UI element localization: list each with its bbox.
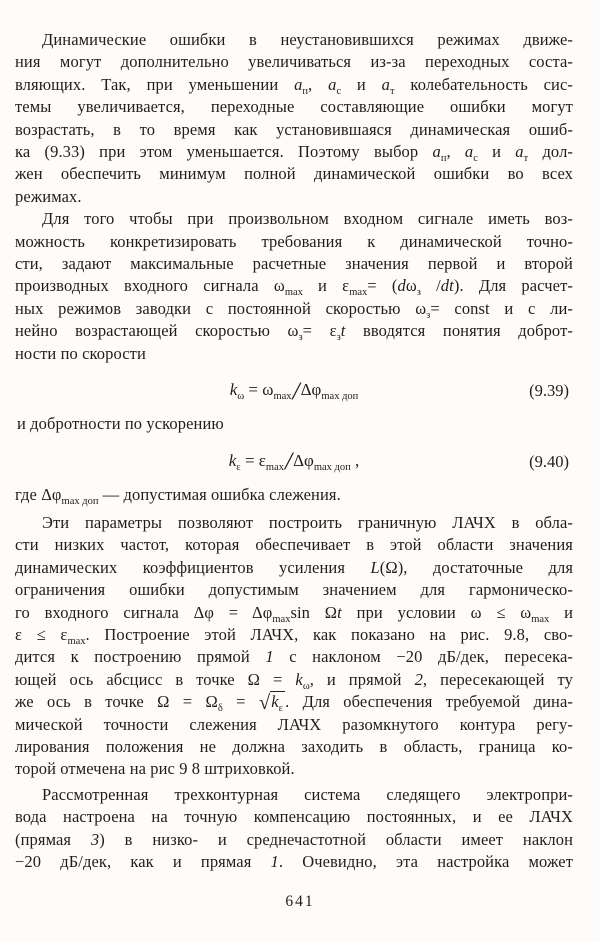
text-line: ка (9.33) при этом уменьшается. Поэтому выбор $a_п$, $a_с$ и $a_т$ дол- — [15, 142, 573, 165]
text-line: −20 дБ/дек, как и прямая 1. Очевидно, эта настройка может — [15, 852, 574, 871]
text-line: Динамические ошибки в неустановившихся режимах движе- — [42, 30, 573, 49]
text-line: Рассмотренная трехконтурная система следящего электропри- — [42, 784, 573, 804]
text-line: темы увеличивается, переходные составляющие ошибки могут — [15, 97, 573, 117]
para-where-definition — [15, 484, 573, 506]
para-input-signal — [15, 208, 573, 365]
text-line: вляющих. Так, при уменьшении $a_п$, $a_с$ и $a_т$ колебательность сис- — [15, 74, 573, 97]
text-line: лирования положения не должна заходить в область, граница ко- — [15, 736, 573, 756]
text-line: го входного сигнала $\Delta\varphi = \Delta\varphi_{max}\sin$ Ωt при условии $\omega \le \omega_{max}$ и — [15, 602, 574, 625]
text-line: сти, задают максимальные расчетные значения первой и второй — [15, 254, 573, 274]
text-line: Эти параметры позволяют построить граничную ЛАЧХ в обла- — [42, 512, 573, 532]
equation-9-39 — [15, 376, 573, 404]
text-line: ограничения ошибки допустимым значением для гармоническо- — [15, 580, 573, 600]
text-line: мической точности слежения ЛАЧХ разомкнутого контура регу- — [15, 714, 573, 734]
equation-9-39-number: (9.39) — [529, 381, 569, 401]
para-lachh-construction — [15, 512, 573, 781]
para-acceleration-quality — [17, 413, 573, 435]
equation-9-40-body: $k_\varepsilon = \varepsilon_{max}/\Delta\varphi_{max доп}$ , — [228, 446, 360, 476]
text-line: ности по скорости — [15, 343, 146, 363]
text-line: жен обеспечить минимум полной динамической ошибки во всех — [15, 164, 573, 184]
text-line: $\varepsilon \le \varepsilon_{max}$. Построение этой ЛАЧХ, как показано на рис. 9.8, сво- — [15, 624, 573, 647]
text-line: ния могут дополнительно увеличиваться из-за переходных соста- — [15, 52, 573, 72]
text-line: ющей ось абсцисс в точке $\Omega = k_\omega$, и прямой 2, пересекающей ту — [15, 669, 573, 692]
page-number: 641 — [285, 893, 315, 910]
equation-9-40-number: (9.40) — [529, 451, 569, 471]
para-dynamic-errors — [15, 29, 573, 208]
text-line: где $\Delta\varphi_{max доп}$ — допустимая ошибка слежения. — [15, 484, 341, 507]
equation-9-40 — [15, 447, 573, 475]
text-line: режимах. — [15, 186, 82, 206]
text-line: дится к построению прямой 1 с наклоном −20 дБ/дек, пересека- — [15, 647, 573, 667]
text-line: (прямая 3) в низко- и среднечастотной области имеет наклон — [15, 829, 573, 849]
text-line: сти низких частот, которая обеспечивает в этой области значения — [15, 535, 573, 555]
text-column — [15, 29, 573, 873]
text-line: ных режимов заводки с постоянной скоростью $\omega_з=$ const и с ли- — [15, 298, 573, 321]
para-three-loop-system — [15, 784, 573, 874]
equation-9-39-body: $k_\omega = \omega_{max}/\Delta\varphi_{max доп}$ — [229, 375, 359, 405]
text-line: вода настроена на точную компенсацию постоянных, и ее ЛАЧХ — [15, 807, 573, 827]
text-line: нейно возрастающей скоростью $\omega_з= \varepsilon_зt$ вводятся понятия доброт- — [15, 321, 573, 344]
text-line: и добротности по ускорению — [17, 414, 224, 434]
text-line: производных входного сигнала $\omega_{max}$ и $\varepsilon_{max}= (d\omega_з$ /dt). Для расчет- — [15, 276, 573, 299]
text-line: торой отмечена на рис 9 8 штриховкой. — [15, 759, 295, 779]
text-line: можность конкретизировать требования к динамической точно- — [15, 231, 573, 251]
text-line: же ось в точке $\Omega = \Omega_\delta = √k_\varepsilon$ . Для обеспечения требуемой дина- — [15, 692, 573, 715]
text-line: динамических коэффициентов усиления L(Ω), достаточные для — [15, 557, 574, 577]
text-line: Для того чтобы при произвольном входном сигнале иметь воз- — [42, 209, 573, 229]
text-line: возрастать, в то время как установившаяся динамическая ошиб- — [15, 119, 573, 139]
